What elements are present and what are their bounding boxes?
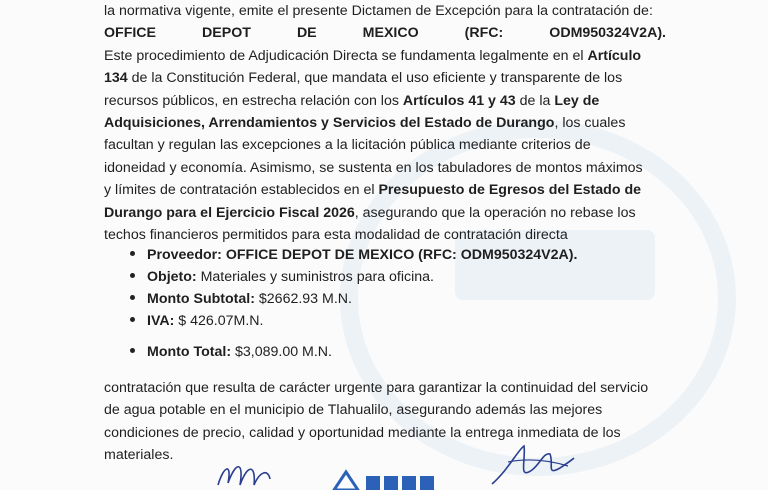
bullet-icon <box>130 273 135 278</box>
list-item-total <box>130 344 332 360</box>
text-line <box>104 67 666 89</box>
text: , los cuales <box>554 115 626 132</box>
bold-text: Adquisiciones, Arrendamientos y Servicios del Estado de Durango <box>104 115 555 132</box>
list-item-iva <box>130 313 263 329</box>
bold-text: Monto Subtotal: <box>147 291 255 307</box>
text-line: techos financieros permitidos para esta modalidad de contratación directa <box>104 227 568 244</box>
bullet-icon <box>130 348 135 353</box>
text-line: idoneidad y economía. Asimismo, se sustenta en los tabuladores de montos máximos <box>104 159 643 176</box>
bold-text: Ley de <box>554 92 600 109</box>
signature-left <box>214 455 274 490</box>
text-line <box>104 202 666 224</box>
bold-text: Proveedor: OFFICE DEPOT DE MEXICO (RFC: ODM950324V2A). <box>147 247 578 263</box>
bold-text: Durango para el Ejercicio Fiscal 2026 <box>104 204 355 221</box>
word: OFFICE <box>104 25 157 42</box>
text-line: contratación que resulta de carácter urgente para garantizar la continuidad del servicio <box>104 380 649 396</box>
text: Este procedimiento de Adjudicación Directa se fundamenta legalmente en el <box>104 47 588 64</box>
text-line: materiales. <box>104 447 174 464</box>
word: ODM950324V2A). <box>549 25 666 42</box>
word: MEXICO <box>362 25 419 42</box>
text: Materiales y suministros para oficina. <box>196 269 434 285</box>
text-line: facultan y regulan las excepciones a la licitación pública mediante criterios de <box>104 137 591 154</box>
text-line: condiciones de precio, calidad y oportunidad mediante la entrega inmediata de los <box>104 424 621 441</box>
list-item-proveedor <box>130 247 577 263</box>
supplier-heading-line <box>104 22 666 44</box>
institution-logo <box>332 468 452 490</box>
paragraph-legal-basis <box>104 0 666 246</box>
bullet-icon <box>130 295 135 300</box>
bold-text: Artículos 41 y 43 <box>402 92 516 109</box>
bullet-icon <box>130 251 135 256</box>
text: de la Constitución Federal, que mandata el uso eficiente y transparente de los <box>127 70 623 87</box>
text-line <box>104 179 666 201</box>
bold-text: Presupuesto de Egresos del Estado de <box>378 182 641 199</box>
bold-text: 134 <box>104 70 128 87</box>
text: recursos públicos, en estrecha relación con los <box>104 92 403 109</box>
text-line: de agua potable en el municipio de Tlahualilo, asegurando además las mejores <box>104 402 603 419</box>
word: DE <box>296 25 317 42</box>
text: y límites de contratación establecidos en el <box>104 182 379 199</box>
list-item-objeto <box>130 269 434 285</box>
bold-text: Artículo <box>587 47 642 64</box>
text: de la <box>515 92 555 109</box>
list-item-subtotal <box>130 291 352 307</box>
bold-text: Monto Total: <box>147 344 232 360</box>
bold-text: IVA: <box>147 313 175 329</box>
text: $3,089.00 M.N. <box>231 344 332 360</box>
bullet-icon <box>130 317 135 322</box>
text-line <box>104 112 666 134</box>
text: , asegurando que la operación no rebase los <box>354 204 636 221</box>
signature-right <box>488 440 578 490</box>
text: $ 426.07M.N. <box>174 313 264 329</box>
word: DEPOT <box>202 25 251 42</box>
text-line <box>104 90 666 112</box>
word: (RFC: <box>464 25 504 42</box>
bold-text: Objeto: <box>147 269 197 285</box>
text-line <box>104 45 666 67</box>
paragraph-justification <box>104 377 666 467</box>
text: $2662.93 M.N. <box>254 291 352 307</box>
text-line: la normativa vigente, emite el presente Dictamen de Excepción para la contratación de: <box>104 3 653 19</box>
